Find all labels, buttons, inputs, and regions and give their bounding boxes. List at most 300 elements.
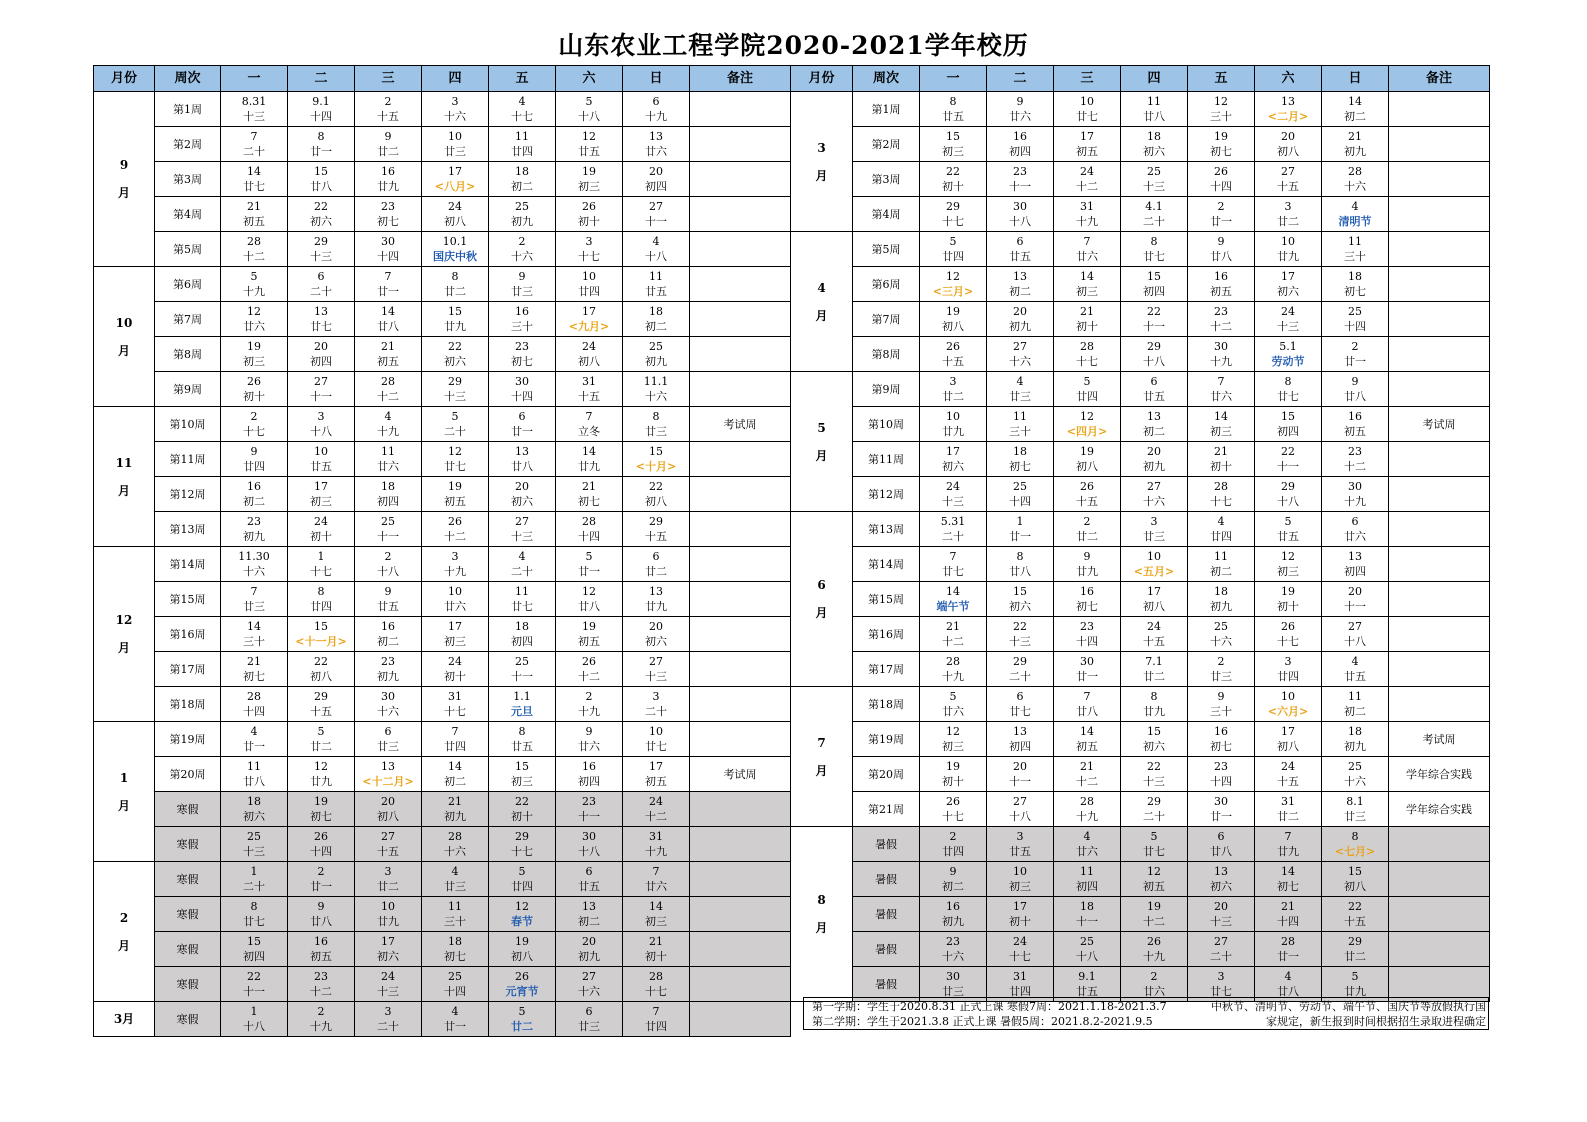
lunar-month-label: <五月> xyxy=(1133,565,1175,578)
lunar-date: 十四 xyxy=(310,845,332,858)
day-cell-wed xyxy=(355,582,422,617)
week-label: 第3周 xyxy=(155,162,221,197)
day-cell-sun xyxy=(623,687,690,722)
solar-date: 8 xyxy=(949,95,957,108)
solar-date: 27 xyxy=(1013,795,1027,808)
day-cell-fri xyxy=(1188,827,1255,862)
day-cell-mon xyxy=(221,687,288,722)
day-cell-tue xyxy=(288,932,355,967)
solar-date: 27 xyxy=(649,655,663,668)
month-cell xyxy=(94,267,155,407)
remark-cell xyxy=(690,162,791,197)
solar-date: 13 xyxy=(1013,270,1027,283)
solar-date: 19 xyxy=(1147,900,1161,913)
day-cell-thu xyxy=(422,407,489,442)
solar-date: 24 xyxy=(1281,760,1295,773)
vacation-label: 寒假 xyxy=(155,792,221,827)
lunar-date: 廿三 xyxy=(1344,810,1366,823)
day-cell-sun xyxy=(623,617,690,652)
lunar-date: 廿五 xyxy=(578,880,600,893)
lunar-date: 十三 xyxy=(942,495,964,508)
remark-cell xyxy=(690,1002,791,1037)
solar-date: 10 xyxy=(314,445,328,458)
day-cell-mon xyxy=(920,92,987,127)
day-cell-fri xyxy=(1188,267,1255,302)
header-cell: 周次 xyxy=(853,66,920,92)
lunar-date: 初四 xyxy=(1076,880,1098,893)
solar-date: 7 xyxy=(1284,830,1292,843)
lunar-date: 廿九 xyxy=(1076,565,1098,578)
lunar-date: 廿一 xyxy=(1277,950,1299,963)
day-cell-sat xyxy=(556,582,623,617)
solar-date: 25 xyxy=(649,340,663,353)
solar-date: 15 xyxy=(247,935,261,948)
week-row xyxy=(791,302,1490,337)
lunar-date: 十二 xyxy=(645,810,667,823)
lunar-date: 十二 xyxy=(310,985,332,998)
lunar-date: 十六 xyxy=(942,950,964,963)
lunar-month-label: <十二月> xyxy=(362,775,414,788)
solar-date: 14 xyxy=(381,305,395,318)
day-cell-sat xyxy=(556,687,623,722)
lunar-date: 初六 xyxy=(942,460,964,473)
solar-date: 2 xyxy=(1351,340,1359,353)
solar-date: 30 xyxy=(946,970,960,983)
lunar-date: 廿五 xyxy=(578,145,600,158)
remark-cell xyxy=(1389,582,1490,617)
day-cell-fri xyxy=(1188,582,1255,617)
day-cell-mon xyxy=(920,372,987,407)
day-cell-wed xyxy=(1054,267,1121,302)
solar-date: 14 xyxy=(582,445,596,458)
day-cell-tue xyxy=(987,92,1054,127)
lunar-date: 廿六 xyxy=(1210,390,1232,403)
solar-date: 2 xyxy=(384,95,392,108)
solar-date: 5 xyxy=(949,235,957,248)
day-cell-tue xyxy=(987,127,1054,162)
solar-date: 9.1 xyxy=(1078,970,1096,983)
solar-date: 1 xyxy=(1016,515,1024,528)
solar-date: 13 xyxy=(1147,410,1161,423)
day-cell-tue xyxy=(288,652,355,687)
solar-date: 4 xyxy=(384,410,392,423)
lunar-date: 三十 xyxy=(444,915,466,928)
day-cell-wed xyxy=(1054,512,1121,547)
lunar-date: 十一 xyxy=(645,215,667,228)
solar-date: 16 xyxy=(1013,130,1027,143)
day-cell-tue xyxy=(288,337,355,372)
solar-date: 17 xyxy=(448,165,462,178)
holiday-label: 廿二 xyxy=(511,1020,533,1033)
solar-date: 28 xyxy=(247,235,261,248)
day-cell-wed xyxy=(1054,477,1121,512)
day-cell-wed xyxy=(1054,547,1121,582)
lunar-date: 初十 xyxy=(645,950,667,963)
week-label: 第18周 xyxy=(155,687,221,722)
month-label: 月 xyxy=(815,606,828,620)
lunar-date: 十七 xyxy=(578,250,600,263)
day-cell-fri xyxy=(489,337,556,372)
month-label: 10 xyxy=(115,315,133,330)
lunar-date: 廿九 xyxy=(578,460,600,473)
lunar-date: 十九 xyxy=(645,110,667,123)
remark-cell xyxy=(1389,442,1490,477)
lunar-date: 十八 xyxy=(1076,950,1098,963)
solar-date: 2 xyxy=(317,865,325,878)
solar-date: 5 xyxy=(317,725,325,738)
lunar-date: 廿五 xyxy=(645,285,667,298)
solar-date: 4 xyxy=(518,550,526,563)
lunar-month-label: <二月> xyxy=(1267,110,1309,123)
day-cell-mon xyxy=(221,267,288,302)
lunar-date: 十七 xyxy=(1009,950,1031,963)
solar-date: 18 xyxy=(1147,130,1161,143)
day-cell-sat xyxy=(1255,862,1322,897)
day-cell-sun xyxy=(1322,547,1389,582)
solar-date: 2 xyxy=(518,235,526,248)
day-cell-tue xyxy=(987,722,1054,757)
day-cell-tue xyxy=(288,302,355,337)
lunar-month-label: <四月> xyxy=(1066,425,1108,438)
day-cell-wed xyxy=(355,337,422,372)
remark-cell xyxy=(690,372,791,407)
day-cell-thu xyxy=(422,197,489,232)
week-row xyxy=(94,407,791,442)
lunar-date: 初六 xyxy=(1143,740,1165,753)
holiday-label: 国庆中秋 xyxy=(433,250,477,263)
solar-date: 7 xyxy=(652,1005,660,1018)
lunar-date: 十三 xyxy=(1143,180,1165,193)
solar-date: 2 xyxy=(317,1005,325,1018)
solar-date: 25 xyxy=(515,655,529,668)
week-row xyxy=(94,302,791,337)
header-cell: 五 xyxy=(1188,66,1255,92)
solar-date: 2 xyxy=(250,410,258,423)
lunar-date: 廿五 xyxy=(1143,390,1165,403)
day-cell-thu xyxy=(422,162,489,197)
day-cell-wed xyxy=(355,512,422,547)
lunar-date: 初七 xyxy=(377,215,399,228)
solar-date: 23 xyxy=(1214,305,1228,318)
month-label: 5 xyxy=(817,420,826,435)
lunar-date: 十六 xyxy=(511,250,533,263)
solar-date: 23 xyxy=(1080,620,1094,633)
solar-date: 23 xyxy=(381,200,395,213)
day-cell-thu xyxy=(1121,337,1188,372)
solar-date: 18 xyxy=(1013,445,1027,458)
solar-date: 11 xyxy=(1147,95,1161,108)
lunar-date: 廿三 xyxy=(444,880,466,893)
lunar-date: 十六 xyxy=(1344,180,1366,193)
lunar-date: 初二 xyxy=(444,775,466,788)
lunar-date: 十一 xyxy=(511,670,533,683)
solar-date: 30 xyxy=(1080,655,1094,668)
header-cell: 四 xyxy=(422,66,489,92)
solar-date: 11 xyxy=(448,900,462,913)
day-cell-sat xyxy=(1255,197,1322,232)
solar-date: 8 xyxy=(1150,690,1158,703)
solar-date: 13 xyxy=(1013,725,1027,738)
lunar-month-label: <八月> xyxy=(434,180,476,193)
solar-date: 9 xyxy=(949,865,957,878)
solar-date: 13 xyxy=(381,760,395,773)
day-cell-mon xyxy=(920,302,987,337)
solar-date: 7 xyxy=(652,865,660,878)
week-label: 第17周 xyxy=(155,652,221,687)
remark-cell xyxy=(1389,547,1490,582)
lunar-date: 廿二 xyxy=(942,390,964,403)
day-cell-thu xyxy=(1121,687,1188,722)
solar-date: 21 xyxy=(247,200,261,213)
solar-date: 16 xyxy=(247,480,261,493)
week-row xyxy=(791,127,1490,162)
solar-date: 9 xyxy=(1016,95,1024,108)
day-cell-sun xyxy=(1322,687,1389,722)
day-cell-sat xyxy=(1255,722,1322,757)
month-cell xyxy=(94,722,155,862)
lunar-date: 十六 xyxy=(1009,355,1031,368)
solar-date: 6 xyxy=(317,270,325,283)
lunar-date: 初四 xyxy=(1277,425,1299,438)
solar-date: 14 xyxy=(946,585,960,598)
solar-date: 2 xyxy=(1150,970,1158,983)
solar-date: 14 xyxy=(1281,865,1295,878)
day-cell-mon xyxy=(221,897,288,932)
week-row xyxy=(791,792,1490,827)
lunar-date: 初六 xyxy=(1210,880,1232,893)
solar-date: 7 xyxy=(1083,235,1091,248)
day-cell-mon xyxy=(920,407,987,442)
solar-date: 21 xyxy=(649,935,663,948)
week-label: 第20周 xyxy=(155,757,221,792)
solar-date: 4 xyxy=(451,1005,459,1018)
holiday-note-line1: 中秋节、清明节、劳动节、端午节、国庆节等放假执行国 xyxy=(1211,1000,1486,1013)
day-cell-wed xyxy=(1054,862,1121,897)
day-cell-thu xyxy=(422,547,489,582)
remark-cell xyxy=(690,582,791,617)
lunar-date: 初七 xyxy=(578,495,600,508)
day-cell-fri xyxy=(489,652,556,687)
solar-date: 4 xyxy=(1217,515,1225,528)
day-cell-fri xyxy=(1188,757,1255,792)
solar-date: 6 xyxy=(1217,830,1225,843)
solar-date: 9 xyxy=(1217,235,1225,248)
day-cell-mon xyxy=(221,967,288,1002)
lunar-date: 初九 xyxy=(1009,320,1031,333)
month-cell xyxy=(791,372,853,512)
solar-date: 5 xyxy=(1351,970,1359,983)
remark-cell xyxy=(1389,127,1490,162)
lunar-date: 初二 xyxy=(578,915,600,928)
vacation-row xyxy=(94,897,791,932)
solar-date: 11 xyxy=(1214,550,1228,563)
solar-date: 17 xyxy=(1013,900,1027,913)
lunar-date: 初三 xyxy=(578,180,600,193)
day-cell-mon xyxy=(920,512,987,547)
solar-date: 16 xyxy=(1214,725,1228,738)
solar-date: 13 xyxy=(649,585,663,598)
day-cell-sun xyxy=(1322,197,1389,232)
day-cell-sun xyxy=(1322,722,1389,757)
lunar-date: 十七 xyxy=(310,565,332,578)
day-cell-sun xyxy=(1322,862,1389,897)
solar-date: 31 xyxy=(1080,200,1094,213)
lunar-date: 廿六 xyxy=(377,460,399,473)
lunar-date: 初五 xyxy=(645,775,667,788)
lunar-date: 十四 xyxy=(511,390,533,403)
lunar-date: 廿六 xyxy=(1076,845,1098,858)
lunar-date: 廿三 xyxy=(942,985,964,998)
week-row xyxy=(94,582,791,617)
lunar-date: 廿四 xyxy=(1210,530,1232,543)
day-cell-thu xyxy=(1121,162,1188,197)
week-row xyxy=(791,372,1490,407)
remark-cell xyxy=(690,932,791,967)
day-cell-tue xyxy=(288,897,355,932)
solar-date: 20 xyxy=(649,620,663,633)
lunar-date: 十七 xyxy=(1076,355,1098,368)
day-cell-sun xyxy=(1322,337,1389,372)
day-cell-fri xyxy=(489,477,556,512)
solar-date: 11 xyxy=(1348,235,1362,248)
month-cell xyxy=(791,827,853,1002)
lunar-date: 十八 xyxy=(1143,355,1165,368)
lunar-date: 廿八 xyxy=(1143,110,1165,123)
solar-date: 3 xyxy=(317,410,325,423)
day-cell-mon xyxy=(221,127,288,162)
week-label: 第1周 xyxy=(155,92,221,127)
solar-date: 18 xyxy=(448,935,462,948)
lunar-date: 十三 xyxy=(1277,320,1299,333)
lunar-date: 廿四 xyxy=(1076,390,1098,403)
solar-date: 6 xyxy=(585,1005,593,1018)
day-cell-thu xyxy=(422,862,489,897)
lunar-date: 十六 xyxy=(377,705,399,718)
solar-date: 23 xyxy=(381,655,395,668)
vacation-label: 暑假 xyxy=(853,897,920,932)
month-cell xyxy=(791,687,853,827)
lunar-date: 廿五 xyxy=(1009,845,1031,858)
solar-date: 25 xyxy=(515,200,529,213)
lunar-date: 十七 xyxy=(1277,635,1299,648)
lunar-date: 二十 xyxy=(243,880,265,893)
lunar-date: 廿四 xyxy=(243,460,265,473)
day-cell-fri xyxy=(1188,477,1255,512)
week-label: 第3周 xyxy=(853,162,920,197)
lunar-date: 十八 xyxy=(578,845,600,858)
day-cell-wed xyxy=(1054,127,1121,162)
lunar-date: 初九 xyxy=(243,530,265,543)
solar-date: 9 xyxy=(1083,550,1091,563)
lunar-date: 十二 xyxy=(1076,180,1098,193)
day-cell-thu xyxy=(1121,582,1188,617)
solar-date: 4 xyxy=(652,235,660,248)
solar-date: 2 xyxy=(949,830,957,843)
day-cell-mon xyxy=(221,302,288,337)
solar-date: 6 xyxy=(1351,515,1359,528)
day-cell-mon xyxy=(920,897,987,932)
lunar-date: 廿一 xyxy=(511,425,533,438)
day-cell-fri xyxy=(1188,617,1255,652)
day-cell-sat xyxy=(1255,232,1322,267)
lunar-date: 廿二 xyxy=(1277,215,1299,228)
solar-date: 20 xyxy=(515,480,529,493)
lunar-date: 初五 xyxy=(377,355,399,368)
solar-date: 21 xyxy=(247,655,261,668)
solar-date: 16 xyxy=(582,760,596,773)
day-cell-fri xyxy=(1188,407,1255,442)
day-cell-tue xyxy=(288,617,355,652)
lunar-date: 十二 xyxy=(578,670,600,683)
day-cell-fri xyxy=(1188,232,1255,267)
lunar-date: 廿六 xyxy=(645,145,667,158)
lunar-date: 十一 xyxy=(377,530,399,543)
lunar-date: 三十 xyxy=(511,320,533,333)
lunar-date: 初四 xyxy=(511,635,533,648)
solar-date: 15 xyxy=(946,130,960,143)
solar-date: 7 xyxy=(1083,690,1091,703)
holiday-label: 端午节 xyxy=(936,600,970,613)
solar-date: 28 xyxy=(1348,165,1362,178)
month-label: 6 xyxy=(817,578,826,592)
lunar-date: 初二 xyxy=(942,880,964,893)
remark-cell xyxy=(1389,652,1490,687)
lunar-date: 初三 xyxy=(243,355,265,368)
solar-date: 14 xyxy=(448,760,462,773)
day-cell-thu xyxy=(1121,932,1188,967)
lunar-date: 廿一 xyxy=(578,565,600,578)
day-cell-thu xyxy=(1121,897,1188,932)
lunar-date: 廿三 xyxy=(377,740,399,753)
lunar-date: 廿三 xyxy=(243,600,265,613)
day-cell-wed xyxy=(1054,652,1121,687)
lunar-date: 廿四 xyxy=(578,285,600,298)
solar-date: 19 xyxy=(582,620,596,633)
lunar-date: 二十 xyxy=(243,145,265,158)
remark-cell xyxy=(690,127,791,162)
lunar-date: 十五 xyxy=(1076,495,1098,508)
solar-date: 21 xyxy=(946,620,960,633)
day-cell-tue xyxy=(288,92,355,127)
solar-date: 11.30 xyxy=(238,550,270,563)
solar-date: 24 xyxy=(582,340,596,353)
day-cell-thu xyxy=(1121,862,1188,897)
day-cell-mon xyxy=(920,617,987,652)
day-cell-fri xyxy=(489,302,556,337)
day-cell-sat xyxy=(1255,92,1322,127)
day-cell-fri xyxy=(489,862,556,897)
calendar-table-second-term xyxy=(790,65,1490,1002)
solar-date: 26 xyxy=(448,515,462,528)
lunar-date: 初十 xyxy=(310,530,332,543)
lunar-date: 初八 xyxy=(645,495,667,508)
remark-cell xyxy=(690,92,791,127)
solar-date: 12 xyxy=(1147,865,1161,878)
vacation-row xyxy=(94,932,791,967)
lunar-date: 初三 xyxy=(942,740,964,753)
solar-date: 13 xyxy=(1281,95,1295,108)
solar-date: 11 xyxy=(515,585,529,598)
solar-date: 22 xyxy=(1147,760,1161,773)
day-cell-sun xyxy=(623,372,690,407)
day-cell-fri xyxy=(1188,302,1255,337)
month-cell xyxy=(791,232,853,372)
week-label: 第16周 xyxy=(155,617,221,652)
lunar-date: 十九 xyxy=(578,705,600,718)
solar-date: 10 xyxy=(448,585,462,598)
lunar-date: 十四 xyxy=(1076,635,1098,648)
solar-date: 27 xyxy=(314,375,328,388)
